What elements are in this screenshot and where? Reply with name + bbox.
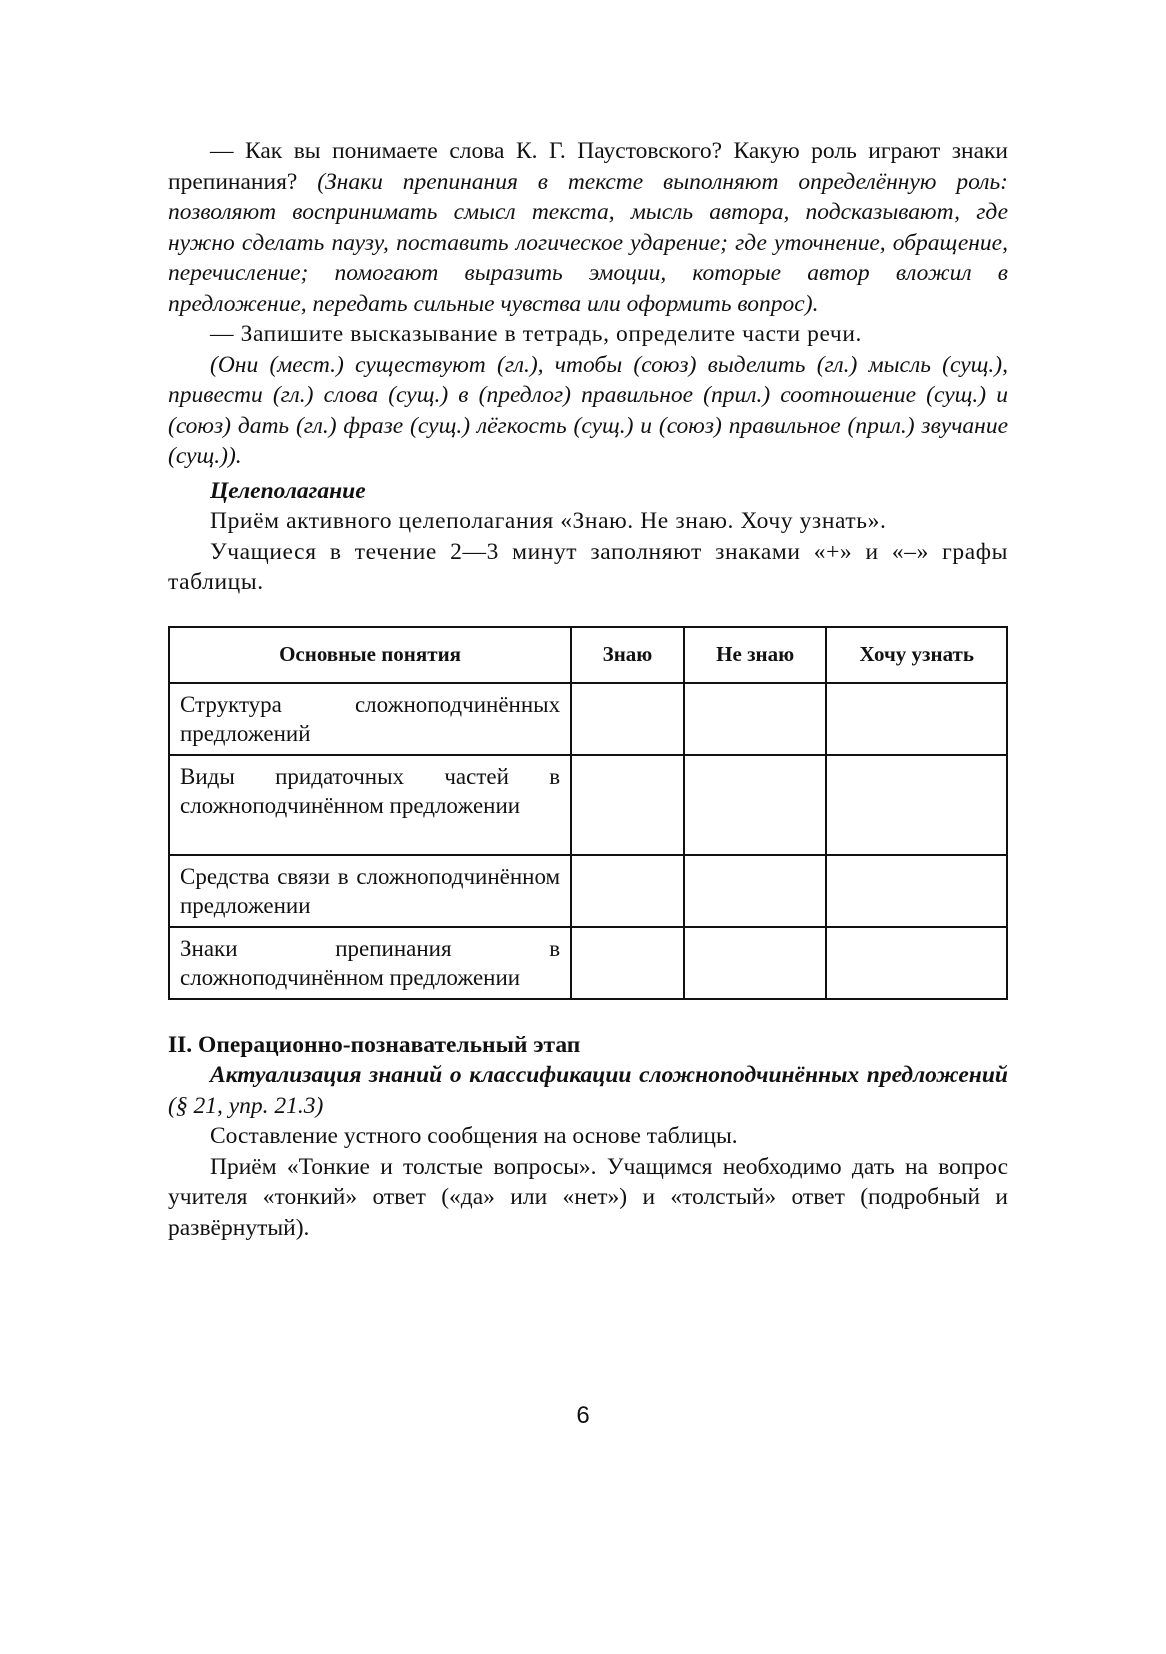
header-know: Знаю: [571, 627, 684, 683]
subheading-text: Актуализация знаний о классификации сложноподчинённых предложений: [210, 1062, 1008, 1088]
table-row: [169, 855, 1007, 927]
task-paragraph: — Запишите высказывание в тетрадь, определите части речи.: [210, 321, 862, 347]
table-row: [169, 755, 1007, 855]
header-dont-know: Не знаю: [684, 627, 827, 683]
dont-know-cell[interactable]: [684, 855, 827, 927]
dont-know-cell[interactable]: [684, 755, 827, 855]
dont-know-cell[interactable]: [684, 927, 827, 999]
parts-of-speech-paragraph: (Они (мест.) существуют (гл.), чтобы (союз) выделить (гл.) мысль (сущ.), привести (гл.) слова (сущ.) в (предлог) правильное (прил.) соотношение (сущ.) и (союз) дать (гл.) фразе (сущ.) лёгкость (сущ.) и (союз) правильное (прил.) звучание (сущ.)).: [168, 351, 1008, 469]
know-cell[interactable]: [571, 855, 684, 927]
goal-instructions-paragraph: Учащиеся в течение 2—3 минут заполняют знаками «+» и «–» графы таблицы.: [168, 538, 1008, 595]
section-subheading: [168, 1060, 1008, 1121]
concept-cell: Структура сложноподчинённых предложений: [169, 683, 571, 755]
section-title: II. Операционно-познавательный этап: [168, 1031, 581, 1058]
question-paragraph: [168, 136, 1008, 319]
answer-text: (Знаки препинания в тексте выполняют определённую роль: позволяют воспринимать смысл текста, мысль автора, подсказывают, где нужно сделать паузу, поставить логическое ударение; где уточнение, обращение, перечисление; помогают выразить эмоции, которые автор вложил в предложение, передать сильные чувства или оформить вопрос).: [168, 168, 1008, 317]
table-header-row: [169, 627, 1007, 683]
know-cell[interactable]: [571, 927, 684, 999]
concept-cell: Знаки препинания в сложноподчинённом предложении: [169, 927, 571, 999]
know-cell[interactable]: [571, 755, 684, 855]
dont-know-cell[interactable]: [684, 683, 827, 755]
header-concepts: Основные понятия: [169, 627, 571, 683]
section-paragraph: Приём «Тонкие и толстые вопросы». Учащимся необходимо дать на вопрос учителя «тонкий» ответ («да» или «нет») и «толстый» ответ (подробный и развёрнутый).: [168, 1153, 1008, 1241]
header-want-to-know: Хочу узнать: [826, 627, 1007, 683]
know-want-learn-table: [168, 626, 1008, 1000]
want-to-know-cell[interactable]: [826, 683, 1007, 755]
page-content: [168, 136, 1008, 1243]
goal-technique-paragraph: Приём активного целеполагания «Знаю. Не знаю. Хочу узнать».: [210, 508, 887, 534]
want-to-know-cell[interactable]: [826, 927, 1007, 999]
concept-cell: Средства связи в сложноподчинённом предложении: [169, 855, 571, 927]
want-to-know-cell[interactable]: [826, 855, 1007, 927]
question-text: — Как вы понимаете слова К. Г. Паустовского? Какую роль играют знаки препинания?: [168, 138, 1008, 195]
table-row: [169, 683, 1007, 755]
concept-cell: Виды придаточных частей в сложноподчинённом предложении: [169, 755, 571, 855]
subheading-reference: (§ 21, упр. 21.3): [168, 1092, 324, 1119]
section-paragraph: Составление устного сообщения на основе таблицы.: [210, 1123, 738, 1149]
page-number: 6: [576, 1402, 590, 1429]
want-to-know-cell[interactable]: [826, 755, 1007, 855]
know-cell[interactable]: [571, 683, 684, 755]
table-row: [169, 927, 1007, 999]
goal-heading: Целеполагание: [210, 477, 366, 504]
